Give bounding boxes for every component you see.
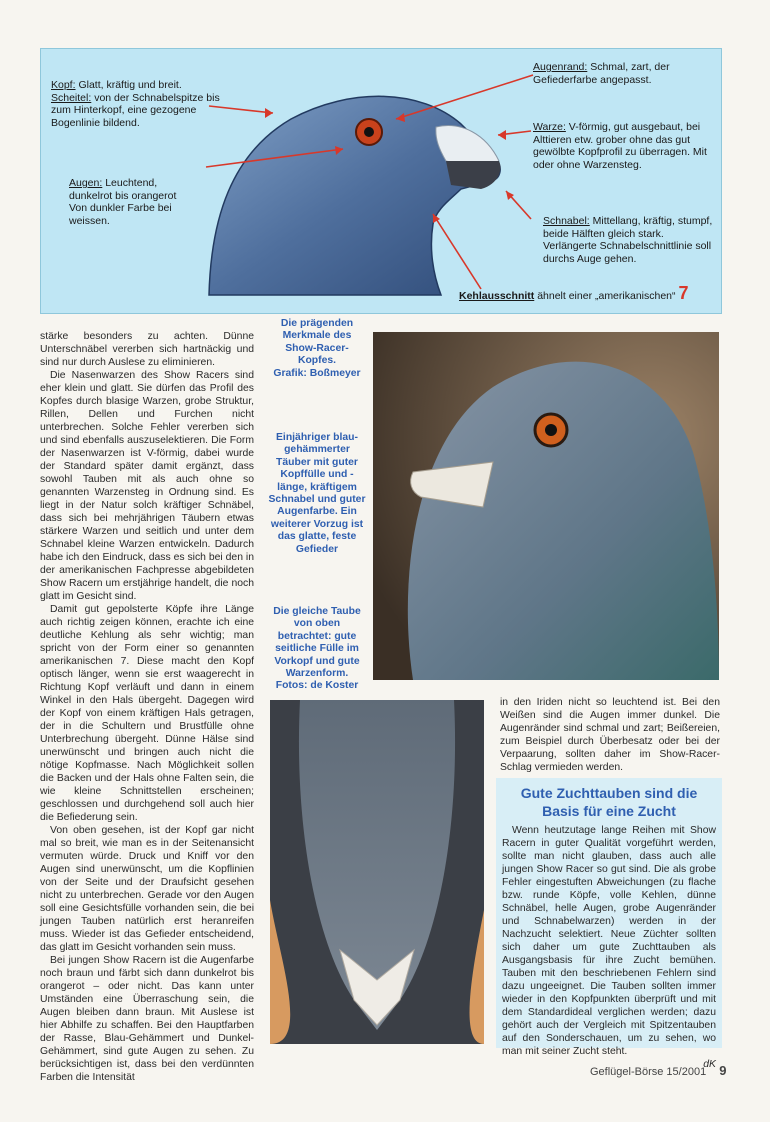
callout-text: Schmal, zart, der Gefiederfarbe angepasst. (533, 61, 670, 86)
callout-key: Schnabel: (543, 215, 590, 227)
paragraph: Von oben gesehen, ist der Kopf gar nicht mal so breit, wie man es in der Seitenansicht vermuten würde. Druck und Kniff vor den Augen sind unerwünscht, um die Kopflinien von der Seite und der Draufsicht gesehen nicht zu unterbrechen. Gerade vor den Augen soll eine Gesichtsfülle vorhanden sein, die bei jungen Tauben natürlich erst heranreifen muss. Wieder ist das Gefieder entscheidend, das glatt im Gesicht vorhanden sein muss. (40, 825, 254, 953)
callout-kopf (51, 79, 221, 129)
caption-credit: Fotos: de Koster (275, 680, 359, 692)
pigeon-side-photo-illustration (373, 332, 719, 680)
article-column-right (500, 696, 720, 774)
callout-text: von der Schnabelspitze bis zum Hinterkopf, eine gezogene Bogenlinie bildend. (51, 91, 220, 129)
callout-key: Augenrand: (533, 61, 588, 73)
paragraph: Damit gut gepolsterte Köpfe ihre Länge auch richtig zeigen können, erachte ich eine deutliche Kehlung als sehr wichtig; man spricht von der Form einer so genannten amerikanischen 7. Diese macht den Kopf optisch länger, wenn sie erst waagerecht in Richtung Kopf verläuft und dann in einem Winkel in den Hals übergeht. Dagegen wird der Kopf von einem kräftigen Hals getragen, der in die Schultern und Brustfülle ohne Unterbrechung übergeht. Dünne Hälse sind unerwünscht und bringen auch nicht die nötige Kopfmasse. Nach Möglichkeit sollen die Backen und der Hals ohne Falten sein, die wie kleine Schnittstellen erscheinen; geschlossen und durchgehend soll auch hier die Befiederung sein. (40, 604, 254, 823)
callout-text: Glatt, kräftig und breit. (78, 79, 182, 91)
paragraph: in den Iriden nicht so leuchtend ist. Bei den Weißen sind die Augen immer dunkel. Die Augenränder sind schmal und zart; Beißereien, zum Beispiel durch Überbesatz oder bei der Verpaarung, sollten daher im Show-Racer-Schlag vermieden werden. (500, 697, 720, 773)
photo-pigeon-top (270, 700, 484, 1044)
callout-text: ähnelt einer „amerikanischen“ (537, 290, 676, 302)
callout-augenrand (533, 61, 708, 86)
caption-text: Die gleiche Taube von oben betrachtet: gute seitliche Fülle im Vorkopf und gute Warzenform. (273, 606, 361, 680)
callout-text: V-förmig, gut ausgebaut, bei Alttieren etw. grober ohne das gut gewölbte Kopfprofil zu überragen. Mit oder ohne Warzensteg. (533, 121, 707, 171)
caption-credit: Grafik: Boßmeyer (273, 367, 361, 379)
paragraph: stärke besonders zu achten. Dünne Unterschnäbel vererben sich hartnäckig und sind nur durch Auslese zu eliminieren. (40, 331, 254, 368)
callout-key: Augen: (69, 177, 103, 189)
page-footer (590, 1063, 726, 1078)
seven-symbol: 7 (678, 283, 689, 303)
callout-schnabel (543, 215, 713, 265)
callout-kehlausschnitt (459, 283, 719, 303)
caption-text: Die prägenden Merkmale des Show-Racer-Kopfes. (280, 318, 354, 367)
paragraph: Die Nasenwarzen des Show Racers sind eher klein und glatt. Sie dürfen das Profil des Kopfes durch blasige Warzen, grobe Struktur, Rillen, Dellen und Furchen nicht unterbrechen. Solche Fehler vererben sich und sind ebenfalls auszuselektieren. Die Form der Nasenwarzen ist V-förmig, dabei wurde der Standard später damit ergänzt, dass sowohl Tauben mit als auch ohne so genannten Warzensteg in Ordnung sind. Es liegt in der Natur solch kräftiger Schnäbel, dass sich bei mehrjährigen Täubern etwas stärkere Warzen und seitlich und unter dem Schnabel kleine Warzen entwickeln. Dadurch habe ich den Eindruck, dass es sich bei den in der amerikanischen Fachpresse abgebildeten Show Racern um erstjährige handelt, die noch glatt im Gesicht sind. (40, 370, 254, 602)
paragraph: Wenn heutzutage lange Reihen mit Show Racern in guter Qualität vorgeführt werden, sollte man nicht glauben, dass auch alle jungen Show Racer so gut sind. Die als grobe Fehler eingestuften Abweichungen (zu flache bzw. runde Köpfe, volle Kehlen, dünne Schnäbel, helle Augen, grobe Augenränder und Schnabelwarzen) werden in der Nachzucht selektiert. Neue Züchter sollten sich daher um gute Zuchttauben als Ausgangsbasis für ihre Zucht bemühen. Tauben mit den beschriebenen Fehlern sind dazu ungeeignet. Die Tauben sollten immer wieder in den Kopfpunkten überprüft und mit dem Standardideal verglichen werden; dazu gehört auch der Vergleich mit Spitzentauben auf den Sonderschauen, um zu sehen, wo man mit seiner Zucht steht. (502, 825, 716, 1057)
callout-key: Warze: (533, 121, 566, 133)
pigeon-top-photo-illustration (270, 700, 484, 1044)
page-number: 9 (719, 1063, 727, 1078)
caption-text: Einjähriger blau-gehämmerter Täuber mit guter Kopffülle und -länge, kräftigem Schnabel und guter Augenfarbe. Ein weiterer Vorzug ist das glatte, feste Gefieder (268, 432, 366, 555)
callout-text: Mittellang, kräftig, stumpf, beide Hälften gleich stark. Verlängerte Schnabelschnittlinie soll durchs Auge gehen. (543, 215, 713, 265)
callout-key: Kopf: (51, 79, 76, 91)
caption-graphic (268, 318, 366, 380)
article-column-left (40, 330, 254, 1084)
head-diagram (40, 48, 722, 314)
caption-photo-side (268, 432, 366, 556)
caption-photo-top (268, 606, 366, 693)
section-headline: Gute Zuchttauben sind die Basis für eine Zucht (520, 785, 698, 819)
callout-augen (69, 177, 181, 227)
callout-warze (533, 121, 713, 171)
callout-key: Scheitel: (51, 91, 92, 104)
section-box (496, 778, 722, 1070)
photo-pigeon-side (373, 332, 719, 680)
paragraph: Bei jungen Show Racern ist die Augenfarbe noch braun und färbt sich dann dunkelrot bis orangerot – oder nicht. Das kann unter Umständen eine Überraschung sein, die Augen bleiben dann braun. Mit Auslese ist hier Abhilfe zu schaffen. Bei den Hauptfarben der Rasse, Blau-Gehämmert und Dunkel-Gehämmert, sind gute Augen zu sehen. Zu berücksichtigen ist, dass bei den verdünnten Farben die Intensität (40, 955, 254, 1083)
section-body (496, 824, 722, 1071)
callout-key: Kehlausschnitt (459, 290, 535, 302)
author-signature: dK (703, 1059, 716, 1070)
publication-name: Geflügel-Börse 15/2001 (590, 1066, 707, 1078)
callout-text: Leuchtend, dunkelrot bis orangerot Von dunkler Farbe bei weissen. (69, 177, 177, 227)
